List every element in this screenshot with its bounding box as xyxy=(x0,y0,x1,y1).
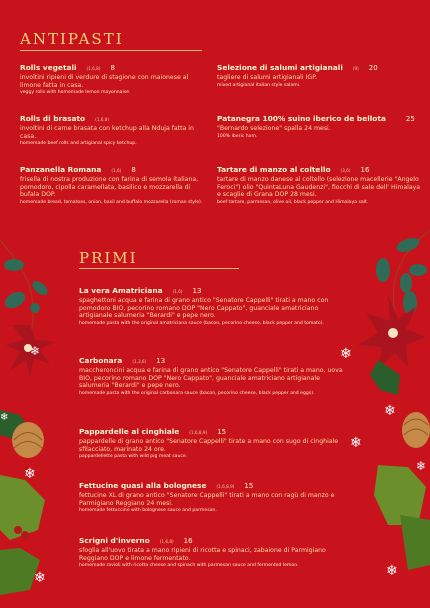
menu-item xyxy=(217,114,417,140)
item-name: Fettucine quasi alla bolognese xyxy=(79,481,207,490)
item-name: Rolls di brasato xyxy=(20,114,86,123)
item-description: "Bernardo selezione" spalla 24 mesi. xyxy=(217,125,331,132)
item-english: beef tartare, parmesan, olive oil, black pepper and Himalaya salt. xyxy=(217,199,369,205)
item-description: tagliere di salumi artigianali IGP. xyxy=(217,74,317,81)
item-description: sfoglia all'uovo tirata a mano ripieni di ricotta e spinaci, zabaione di Parmigiano Reggiano DOP e limone fermentato. xyxy=(79,547,326,562)
item-price: 20 xyxy=(368,64,378,72)
item-english: homemade fettuccine with bolognese sauce and parmesan. xyxy=(79,508,217,513)
item-name: Tartare di manzo al coltello xyxy=(217,165,331,174)
item-name: Carbonara xyxy=(79,356,123,365)
menu-item xyxy=(20,114,208,147)
svg-text:❄: ❄ xyxy=(30,344,41,358)
allergen-codes: (3,6) xyxy=(340,168,351,173)
christmas-decoration-left xyxy=(0,230,62,608)
holly-leaf-icon xyxy=(370,360,400,395)
item-description: frisella di nostra produzione con farina di semola italiana, pomodoro, cipolla caramellata, basilico e mozzarella di bufala DOP. xyxy=(20,176,199,198)
item-description: pappardelle di grano antico "Senatore Cappelli" tirate a mano con sugo di cinghiale sfilacciato, marinato 24 ore. xyxy=(79,438,339,453)
item-english: homemade beef rolls and artigianal spicy ketchup. xyxy=(20,141,137,146)
item-price: 13 xyxy=(156,357,166,365)
item-english: homemade bread, tomatoes, onion, basil and buffalo mozzarella (roman style). xyxy=(20,199,203,205)
holly-leaf-icon xyxy=(0,475,45,540)
item-price: 15 xyxy=(244,482,254,490)
menu-item xyxy=(79,536,349,569)
item-description: involtini di carne brasata con ketchup alla Nduja fatta in casa. xyxy=(20,125,194,140)
svg-text:❄: ❄ xyxy=(416,459,427,473)
allergen-codes: (1,6,8,9) xyxy=(189,430,208,435)
item-english: pappardellette pasta with wild pig meat sauce. xyxy=(79,454,188,459)
allergen-codes: (1,3,6) xyxy=(132,359,147,364)
item-name: Pappardelle al cinghiale xyxy=(79,427,180,436)
item-price: 16 xyxy=(360,166,370,174)
menu-item xyxy=(20,165,210,206)
item-name: Rolls vegetali xyxy=(20,63,77,72)
menu-item xyxy=(79,481,349,514)
primi-title: PRIMI xyxy=(79,249,138,267)
menu-item xyxy=(79,427,349,460)
menu-item xyxy=(20,63,208,96)
item-name: Panzanella Romana xyxy=(20,165,102,174)
holly-leaf-icon xyxy=(0,548,40,595)
item-english: veggy rolls with homemade lemon mayonnaise. xyxy=(20,90,131,95)
menu-item xyxy=(217,165,422,206)
item-english: homemade pasta with the original carbonara sauce (bacon, pecorino cheese, black pepper and eggs). xyxy=(79,390,315,396)
item-price: 8 xyxy=(110,64,115,72)
item-price: 15 xyxy=(217,428,227,436)
christmas-decoration-right xyxy=(338,225,430,608)
svg-text:❄: ❄ xyxy=(350,435,362,451)
primi-rule xyxy=(79,268,239,269)
allergen-codes: (1,6,8) xyxy=(95,117,110,122)
item-name: La vera Amatriciana xyxy=(79,286,163,295)
item-name: Scrigni d'inverno xyxy=(79,536,150,545)
antipasti-rule xyxy=(20,50,202,51)
item-name: Selezione di salumi artigianali xyxy=(217,63,343,72)
pinecone-icon xyxy=(12,422,44,458)
allergen-codes: (1,6,8) xyxy=(159,539,174,544)
pinecone-icon xyxy=(402,412,430,448)
allergen-codes: (1,6) xyxy=(111,168,122,173)
allergen-codes: (9) xyxy=(352,66,359,71)
menu-item xyxy=(79,286,349,327)
svg-text:❄: ❄ xyxy=(24,466,36,482)
item-price: 16 xyxy=(183,537,193,545)
item-english: mixed artigianal italian style salami. xyxy=(217,82,301,88)
item-english: 100% iberic ham. xyxy=(217,133,258,139)
item-price: 25 xyxy=(405,115,415,123)
item-price: 13 xyxy=(192,287,202,295)
svg-text:❄: ❄ xyxy=(0,412,9,423)
svg-text:❄: ❄ xyxy=(34,570,46,586)
item-description: spaghettoni acqua e farina di grano antico "Senatore Cappelli" tirati a mano con pomodoro BIO, pecorino romano DOP "Nero Cappato", guanciale amatriciano artigianale salumeria "Berardi" e pepe nero. xyxy=(79,297,329,319)
menu-item xyxy=(79,356,349,397)
item-name: Patanegra 100% suino iberico de bellota xyxy=(217,114,386,123)
item-english: homemade pasta with the original amatriciana sauce (bacon, pecorino cheese, black pepper and tomato). xyxy=(79,320,324,326)
svg-text:❄: ❄ xyxy=(340,346,352,362)
antipasti-title: ANTIPASTI xyxy=(20,30,124,48)
allergen-codes: (1,6) xyxy=(172,289,183,294)
item-description: tartare di manzo danese al coltello (selezione macellerie "Angelo Feroci") olio "QuintaLuna Gaudenzi", fiocchi di sale dell' Himalaya e scaglie di Grana DOP 28 mesi. xyxy=(217,176,421,198)
svg-text:❄: ❄ xyxy=(384,403,396,419)
allergen-codes: (1,6,8,9) xyxy=(216,484,235,489)
holly-leaf-icon xyxy=(374,465,426,525)
item-description: involtini ripieni di verdure di stagione con maionese al limone fatta in casa. xyxy=(20,74,189,89)
holly-leaf-icon xyxy=(400,515,430,570)
menu-item xyxy=(217,63,417,89)
item-description: maccheroncini acqua e farina di grano antico "Senatore Cappelli" tirati a mano, uova BIO, pecorino romano DOP "Nero Cappato", guanciale amatriciano artigianale salumeria "Berardi" e pepe nero. xyxy=(79,367,343,389)
svg-text:❄: ❄ xyxy=(386,563,398,579)
item-description: fettucine XL di grano antico "Senatore Cappelli" tirati a mano con ragù di manzo e Parmigiano Reggiano 24 mesi. xyxy=(79,492,335,507)
item-english: homemade ravioli with ricotta cheese and spinach with parmesan sauce and fermented lemon. xyxy=(79,563,299,568)
allergen-codes: (1,6,8) xyxy=(86,66,101,71)
item-price: 8 xyxy=(131,166,136,174)
